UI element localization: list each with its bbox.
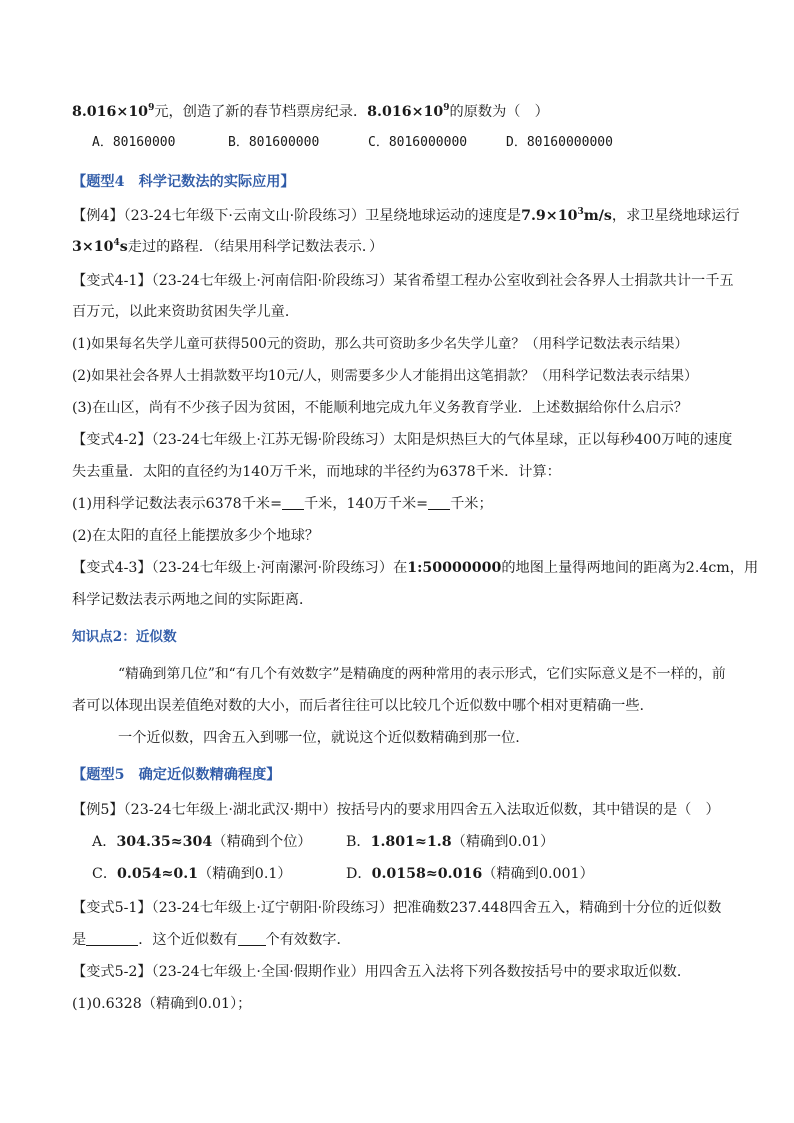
math-scale: 1:50000000	[407, 560, 502, 576]
variant-4-2: 【变式4-2】（23-24七年级上·江苏无锡·阶段练习）太阳是炽热巨大的气体星球，正以每秒400万吨的速度	[72, 432, 733, 448]
option-a: A．80160000	[92, 135, 176, 150]
variant-5-2-q1: (1)0.6328（精确到0.01）；	[72, 996, 252, 1012]
knowledge-point-2-para1-cont: 者可以体现出误差值绝对数的大小，而后者往往可以比较几个近似数中哪个相对更精确一些.	[72, 698, 645, 714]
math-option-c: 0.054≈0.1	[117, 866, 199, 882]
option-b: B．801600000	[228, 135, 320, 150]
answer-blank[interactable]	[428, 495, 450, 510]
example-4: 【例4】（23-24七年级下·云南文山·阶段练习）卫星绕地球运动的速度是$7.9\times 10^3m/s$，求卫星绕地球运行	[72, 207, 740, 224]
variant-4-3: 【变式4-3】（23-24七年级上·河南漯河·阶段练习）在1:50000000的地图上量得两地间的距离为2.4cm，用	[72, 560, 759, 576]
variant-4-1-cont: 百万元，以此来资助贫困失学儿童．	[72, 304, 300, 320]
knowledge-point-2-para1: “精确到第几位”和“有几个有效数字”是精确度的两种常用的表示形式，它们实际意义是不一样的，前	[118, 666, 726, 682]
knowledge-point-2-para2: 一个近似数，四舍五入到哪一位，就说这个近似数精确到那一位.	[118, 730, 520, 746]
option-d: D．80160000000	[506, 135, 613, 150]
example-5-options-row1: A．304.35≈304（精确到个位） B．1.801≈1.8（精确到0.01）	[92, 834, 555, 850]
section-title-type4: 【题型4 科学记数法的实际应用】	[72, 174, 295, 190]
section-title-type5: 【题型5 确定近似数精确程度】	[72, 767, 281, 783]
example-4-cont: $3\times 10^4s$走过的路程．（结果用科学记数法表示．）	[72, 238, 384, 255]
choice-options	[92, 133, 613, 153]
variant-5-1-cont: 是 ．这个近似数有 个有效数字．	[72, 932, 351, 948]
knowledge-point-2-title: 知识点2：近似数	[72, 629, 177, 645]
variant-4-3-cont: 科学记数法表示两地之间的实际距离．	[72, 592, 314, 608]
variant-4-2-q1: (1)用科学记数法表示6378千米= 千米，140万千米= 千米；	[72, 496, 493, 512]
variant-4-1-q2: (2)如果社会各界人士捐款数平均10元/人，则需要多少人才能捐出这笔捐款？（用科学记数法表示结果）	[72, 368, 698, 384]
variant-5-1: 【变式5-1】（23-24七年级上·辽宁朝阳·阶段练习）把准确数237.448四舍五入，精确到十分位的近似数	[72, 900, 722, 916]
variant-4-1: 【变式4-1】（23-24七年级上·河南信阳·阶段练习）某省希望工程办公室收到社会各界人士捐款共计一千五	[72, 273, 734, 289]
question-continuation: $8.016\times 10^9$元，创造了新的春节档票房纪录．$8.016\times 10^9$的原数为（ ）	[72, 103, 549, 120]
math-8016e9: $8.016\times 10^9$	[72, 103, 155, 120]
math-8016e9-second: $8.016\times 10^9$	[367, 103, 450, 120]
variant-5-2: 【变式5-2】（23-24七年级上·全国·假期作业）用四舍五入法将下列各数按括号中的要求取近似数．	[72, 964, 692, 980]
example-5-options-row2: C．0.054≈0.1（精确到0.1） D．0.0158≈0.016（精确到0.001）	[92, 866, 594, 882]
option-c: C．8016000000	[368, 135, 468, 150]
variant-4-1-q1: (1)如果每名失学儿童可获得500元的资助，那么共可资助多少名失学儿童？（用科学记数法表示结果）	[72, 336, 689, 352]
variant-4-2-q2: (2)在太阳的直径上能摆放多少个地球？	[72, 528, 320, 544]
answer-blank[interactable]	[86, 931, 138, 946]
variant-4-1-q3: (3)在山区，尚有不少孩子因为贫困，不能顺利地完成九年义务教育学业．上述数据给你什么启示？	[72, 400, 688, 416]
answer-blank[interactable]	[282, 495, 304, 510]
answer-blank[interactable]	[238, 931, 266, 946]
math-option-b: 1.801≈1.8	[370, 834, 452, 850]
math-speed: $7.9\times 10^3m/s$	[521, 207, 612, 224]
math-option-d: 0.0158≈0.016	[371, 866, 483, 882]
example-5: 【例5】（23-24七年级上·湖北武汉·期中）按括号内的要求用四舍五入法取近似数，其中错误的是（ ）	[72, 802, 720, 818]
variant-4-2-cont: 失去重量．太阳的直径约为140万千米，而地球的半径约为6378千米．计算：	[72, 464, 561, 480]
math-time: $3\times 10^4s$	[72, 238, 128, 255]
math-option-a: 304.35≈304	[116, 834, 213, 850]
